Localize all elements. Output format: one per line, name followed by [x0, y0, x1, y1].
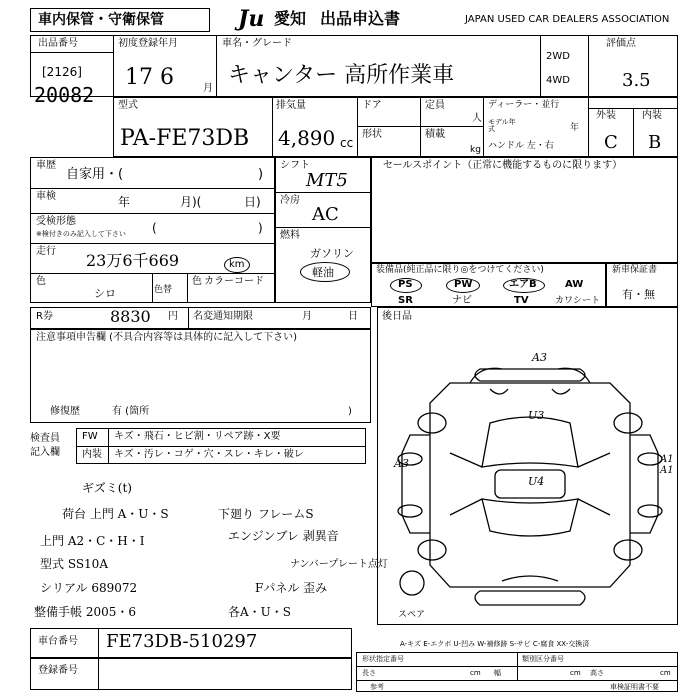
ext-label: 外装 [596, 110, 616, 121]
damage-mark-center: U4 [528, 475, 545, 488]
shift-value: MT5 [306, 170, 348, 191]
notice-label: 名変通知期限 [193, 311, 253, 322]
hw-note-5: エンジンブレ 剥異音 [228, 529, 339, 543]
sales-point-box [371, 157, 678, 263]
shaken-month: 月)( [180, 195, 202, 209]
equip-navi: ナビ [452, 295, 472, 306]
plate-box [30, 658, 352, 690]
form-title: 出品申込書 [320, 9, 401, 28]
inspection-fw: FW [82, 431, 98, 442]
equip-tv: TV [514, 295, 529, 306]
history-close: ) [258, 167, 264, 182]
spare-label: スペア [398, 610, 426, 620]
ext-value: C [604, 132, 618, 153]
disp-unit: cc [340, 136, 354, 150]
chassis-label: 車台番号 [38, 636, 78, 647]
inspection-label: 検査員 記入欄 [30, 433, 60, 458]
equip-sr: SR [398, 295, 413, 306]
association-name: JAPAN USED CAR DEALERS ASSOCIATION [465, 14, 670, 25]
fuel-diesel: 軽油 [312, 266, 334, 279]
fuel-label: 燃料 [280, 230, 300, 241]
damage-mark-top: A3 [532, 351, 547, 364]
recycle-label: R券 [36, 311, 53, 322]
recycle-unit: 円 [168, 311, 178, 322]
receipt-note: ※検付きのみ記入して下さい [36, 230, 126, 238]
org-name: 愛知 [274, 9, 307, 28]
receipt-open: ( [152, 221, 157, 235]
capacity-unit: 人 [472, 113, 482, 124]
chassis-value: FE73DB-510297 [106, 631, 258, 652]
color-code-prefix: 色 [192, 276, 202, 287]
color-label: 色 [36, 276, 46, 287]
mileage-unit: km [229, 259, 245, 270]
load-label: 積載 [425, 129, 445, 140]
recycle-value: 8830 [110, 307, 151, 326]
notes-box [30, 329, 371, 423]
drive-4wd: 4WD [546, 75, 570, 86]
hw-note-6: ナンバープレート点灯 [290, 559, 388, 570]
plate-label: 登録番号 [38, 665, 78, 676]
hw-note-9: Fパネル 歪み [255, 581, 328, 595]
disp-label: 排気量 [276, 100, 306, 111]
lot-sub-number: [2126] [42, 65, 82, 79]
ju-logo: Ju [238, 6, 265, 32]
lot-number: 20082 [34, 83, 95, 107]
equip-pw: PW [454, 279, 473, 290]
color-code-label: カラーコード [204, 276, 264, 287]
model-year-unit: 年 [570, 123, 580, 133]
damage-legend: A-キズ E-エクボ U-凹み W-補修跡 S-サビ C-腐食 XX-交換済 [400, 640, 590, 648]
damage-mark-right-1: A1 [660, 454, 674, 465]
spare-tire-icon [400, 571, 424, 595]
length-unit: cm [470, 669, 481, 677]
door-label: ドア [362, 100, 382, 111]
lot-label: 出品番号 [38, 38, 78, 49]
repair-close: ) [348, 406, 352, 417]
cert-label: 車検証明書不要 [610, 683, 659, 691]
hw-note-3: 下廻り フレームS [218, 507, 314, 521]
height-label: 高さ [590, 669, 604, 677]
equip-seat: カワシート [555, 296, 601, 306]
damage-mark-right-2: A1 [660, 465, 674, 476]
category-label: 類別区分番号 [522, 655, 564, 663]
score-value: 3.5 [622, 70, 651, 91]
shape-label: 形状 [362, 129, 382, 140]
model-year-label: モデル年式 [488, 118, 516, 133]
receipt-close: ) [258, 221, 263, 235]
hw-note-1: ギズミ(t) [82, 481, 132, 495]
equipment-label: 装備品(純正品に限り◎をつけてください) [376, 265, 544, 275]
length-label: 長さ [362, 669, 376, 677]
notice-month: 月 [302, 311, 312, 322]
reg-label: 初度登録年月 [118, 38, 178, 49]
name-label: 車名・グレード [222, 38, 292, 49]
spec-label: 形状指定番号 [362, 655, 404, 663]
equip-aw: AW [565, 279, 584, 290]
hw-note-4: 上門 A2・C・H・I [40, 534, 145, 548]
drive-2wd: 2WD [546, 51, 570, 62]
handle-label: ハンドル 左・右 [488, 141, 554, 151]
mileage-value: 23万6千669 [86, 251, 180, 270]
repair-value: 有 (箇所 [112, 406, 150, 417]
hw-note-2: 荷台 上門 A・U・S [62, 507, 169, 521]
car-name: キャンター 高所作業車 [228, 63, 455, 88]
score-label: 評価点 [606, 38, 636, 49]
repair-label: 修復歴 [50, 406, 80, 417]
model-value: PA-FE73DB [120, 126, 250, 151]
int-value: B [648, 132, 662, 153]
shaken-day: 日) [244, 195, 261, 209]
mileage-label: 走行 [36, 246, 56, 257]
guarantee-value: 有・無 [622, 288, 655, 301]
sales-point-label: セールスポイント（正常に機能するものに限ります） [383, 160, 623, 171]
color-change-label: 色替 [154, 285, 173, 295]
reg-value: 17 6 [125, 65, 174, 90]
storage-label: 車内保管・守衛保管 [38, 12, 164, 28]
damage-mark-roof: U3 [528, 409, 545, 422]
shaken-year: 年 [118, 195, 131, 209]
inspection-interior: 内装 [82, 449, 102, 460]
notice-day: 日 [348, 311, 358, 322]
int-label: 内装 [642, 110, 662, 121]
model-label: 型式 [118, 100, 138, 111]
hw-note-7: 型式 SS10A [40, 557, 108, 571]
equip-ps: PS [398, 279, 413, 290]
inspection-row1: キズ・飛石・ヒビ割・リペア跡・X要 [114, 431, 281, 442]
history-label: 車歴 [36, 160, 56, 171]
color-value: シロ [94, 287, 116, 300]
height-unit: cm [660, 669, 671, 677]
hw-note-8: シリアル 689072 [40, 581, 138, 595]
capacity-label: 定員 [425, 100, 445, 111]
disp-value: 4,890 [278, 126, 336, 150]
equip-airbag: エアB [509, 279, 537, 290]
inspection-row2: キズ・汚レ・コゲ・穴・スレ・キレ・破レ [114, 449, 304, 460]
guarantee-label: 新車保証書 [612, 265, 658, 275]
shift-label: シフト [280, 160, 310, 171]
reg-month-unit: 月 [203, 83, 213, 94]
receipt-label: 受検形態 [36, 216, 76, 227]
width-label: 幅 [494, 669, 501, 677]
load-unit: kg [470, 145, 481, 155]
fuel-gas: ガソリン [310, 247, 354, 260]
shaken-label: 車検 [36, 191, 56, 202]
ac-value: AC [312, 204, 339, 225]
history-value: 自家用・( [66, 167, 124, 182]
hw-note-11: 各A・U・S [228, 605, 292, 619]
later-items-label: 後日品 [382, 311, 412, 322]
damage-mark-left: A3 [394, 457, 409, 470]
width-unit: cm [570, 669, 581, 677]
notes-label: 注意事項申告欄 (不具合内容等は具体的に記入して下さい) [36, 332, 297, 343]
ref-label: 参考 [370, 683, 384, 691]
dealer-label: ディーラー・並行 [488, 100, 560, 110]
hw-note-10: 整備手帳 2005・6 [34, 605, 136, 619]
ac-label: 冷房 [280, 195, 300, 206]
